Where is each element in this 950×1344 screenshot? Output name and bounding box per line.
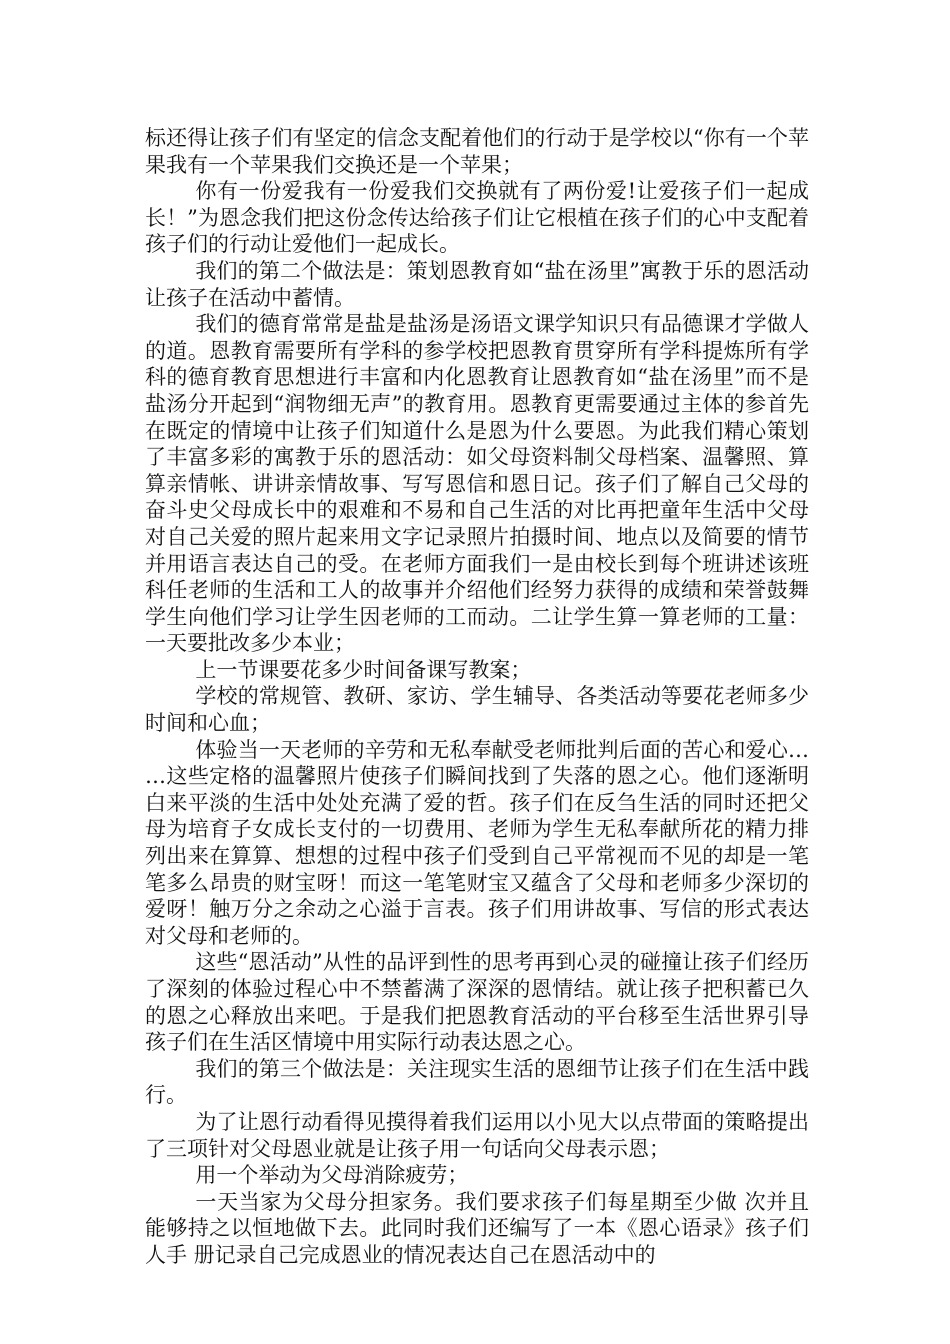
paragraph: 用一个举动为父母消除疲劳； <box>195 1163 469 1188</box>
paragraph: 我们的第三个做法是：关注现实生活的恩细节让孩子们在生活中践行。 <box>145 1056 809 1108</box>
document-page <box>145 125 809 1269</box>
paragraph: 我们的德育常常是盐是盐汤是汤语文课学知识只有品德课才学做人的道。恩教育需要所有学科的参学校把恩教育贯穿所有学科提炼所有学科的德育教育思想进行丰富和内化恩教育让恩教育如“盐在汤里”而不是盐汤分开起到“润物细无声”的教育用。恩教育更需要通过主体的参首先在既定的情境中让孩子们知道什么是恩为什么要恩。为此我们精心策划了丰富多彩的寓教于乐的恩活动：如父母资料制父母档案、温馨照、算算亲情帐、讲讲亲情故事、写写恩信和恩日记。孩子们了解自己父母的奋斗史父母成长中的艰难和不易和自己生活的对比再把童年生活中父母对自己关爱的照片起来用文字记录照片拍摄时间、地点以及简要的情节并用语言表达自己的受。在老师方面我们一是由校长到每个班讲述该班科任老师的生活和工人的故事并介绍他们经努力获得的成绩和荣誉鼓舞学生向他们学习让学生因老师的工而动。二让学生算一算老师的工量：一天要批改多少本业； <box>145 312 809 656</box>
paragraph: 我们的第二个做法是：策划恩教育如“盐在汤里”寓教于乐的恩活动让孩子在活动中蓄情。 <box>145 258 809 310</box>
paragraph: 标还得让孩子们有坚定的信念支配着他们的行动于是学校以“你有一个苹果我有一个苹果我们交换还是一个苹果； <box>145 126 809 177</box>
paragraph: 体验当一天老师的辛劳和无私奉献受老师批判后面的苦心和爱心……这些定格的温馨照片使孩子们瞬间找到了失落的恩之心。他们逐渐明白来平淡的生活中处处充满了爱的哲。孩子们在反刍生活的同时还把父母为培育子女成长支付的一切费用、老师为学生无私奉献所花的精力排列出来在算算、想想的过程中孩子们受到自己平常视而不见的却是一笔笔多么昂贵的财宝呀！而这一笔笔财宝又蕴含了父母和老师多少深切的爱呀！触万分之余动之心溢于言表。孩子们用讲故事、写信的形式表达对父母和老师的。 <box>145 737 809 948</box>
paragraph: 为了让恩行动看得见摸得着我们运用以小见大以点带面的策略提出了三项针对父母恩业就是让孩子用一句话向父母表示恩； <box>145 1109 809 1161</box>
paragraph: 一天当家为父母分担家务。我们要求孩子们每星期至少做 次并且能够持之以恒地做下去。此同时我们还编写了一本《恩心语录》孩子们人手 册记录自己完成恩业的情况表达自己在恩活动中的 <box>145 1189 809 1267</box>
paragraph: 这些“恩活动”从性的品评到性的思考再到心灵的碰撞让孩子们经历了深刻的体验过程心中不禁蓄满了深深的恩情结。就让孩子把积蓄已久的恩之心释放出来吧。于是我们把恩教育活动的平台移至生活世界引导孩子们在生活区情境中用实际行动表达恩之心。 <box>145 950 809 1055</box>
paragraph: 学校的常规管、教研、家访、学生辅导、各类活动等要花老师多少时间和心血； <box>145 684 809 736</box>
paragraph: 你有一份爱我有一份爱我们交换就有了两份爱!让爱孩子们一起成长！”为恩念我们把这份念传达给孩子们让它根植在孩子们的心中支配着孩子们的行动让爱他们一起成长。 <box>145 179 809 257</box>
paragraph: 上一节课要花多少时间备课写教案； <box>195 657 532 682</box>
